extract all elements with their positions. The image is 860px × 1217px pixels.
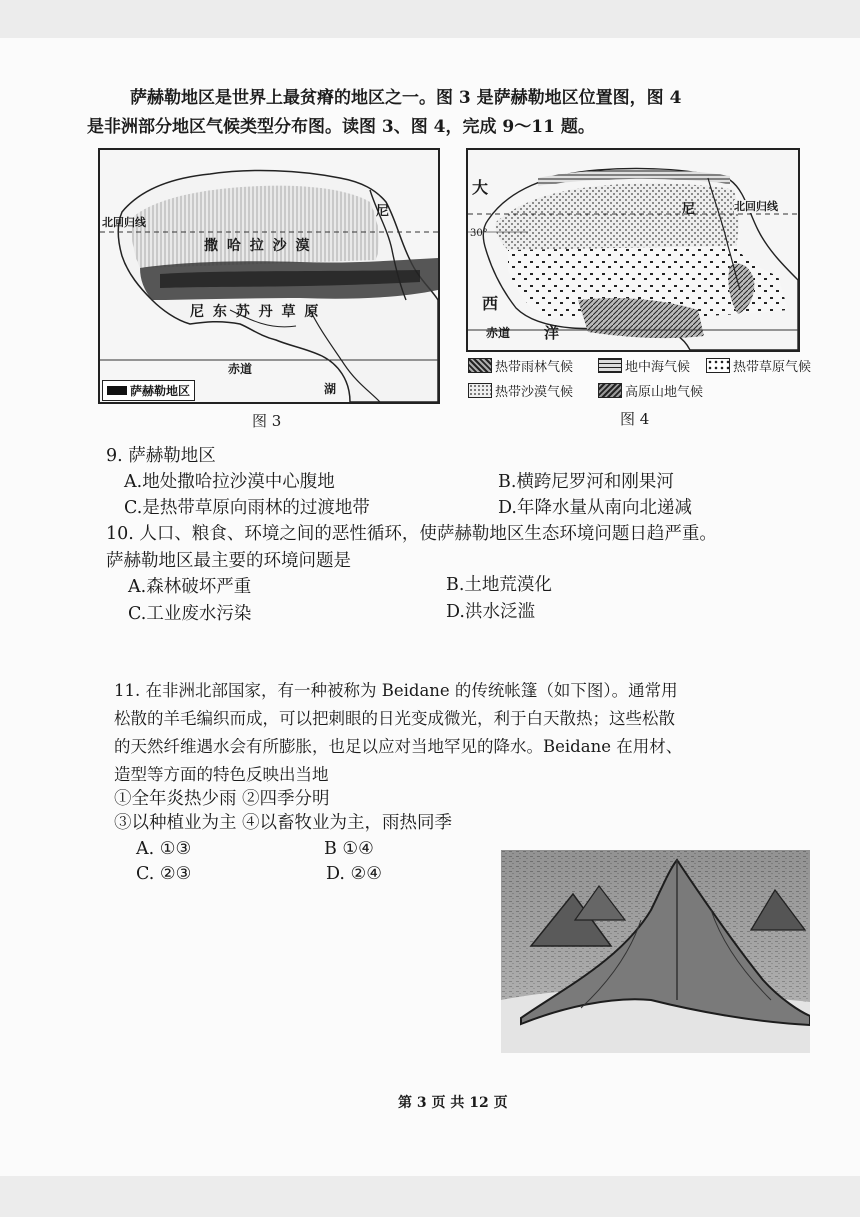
fig3-savanna-label: 尼 东 苏 丹 草 原 [190, 304, 321, 320]
q11-option-d: D. ②④ [326, 864, 382, 884]
q10-option-b: B.土地荒漠化 [446, 575, 552, 595]
tent-photo-graphic [501, 850, 810, 1053]
figure-3-caption: 图 3 [252, 412, 282, 430]
figure-3-sahel-map [98, 148, 440, 404]
mediterranean-swatch [598, 358, 622, 373]
q11-line-3: 的天然纤维遇水会有所膨胀，也足以应对当地罕见的降水。Beidane 在用材、 [114, 737, 683, 756]
fig3-nile-label: 尼 [376, 204, 390, 219]
figure-3-map-graphic [100, 150, 438, 402]
fig3-lake-label: 湖 [324, 382, 337, 396]
q10-option-c: C.工业废水污染 [128, 604, 252, 624]
fig4-tropic-label: 北回归线 [734, 200, 778, 213]
page-number: 第 3 页 共 12 页 [398, 1095, 508, 1111]
q10-option-d: D.洪水泛滥 [446, 602, 535, 622]
legend-rainforest [468, 356, 573, 375]
fig3-sahara-label: 撒 哈 拉 沙 漠 [204, 238, 312, 254]
fig4-lat30-label: 30° [470, 228, 488, 239]
q9-option-d: D.年降水量从南向北递减 [498, 498, 692, 518]
legend-desert [468, 381, 573, 400]
legend-highland [598, 381, 703, 400]
figure-4-map-graphic [468, 150, 798, 350]
q9-option-b: B.横跨尼罗河和刚果河 [498, 472, 674, 492]
fig4-nile-label: 尼 [682, 202, 696, 217]
fig3-equator-label: 赤道 [228, 362, 253, 376]
figure-4-climate-map [466, 148, 800, 352]
q10-stem-line-2: 萨赫勒地区最主要的环境问题是 [106, 551, 351, 571]
rainforest-swatch [468, 358, 492, 373]
legend-savanna [706, 356, 811, 375]
figure-4-caption: 图 4 [620, 410, 650, 428]
q11-options-line-2: ③以种植业为主 ④以畜牧业为主，雨热同季 [114, 813, 453, 833]
fig4-ocean-label: 洋 [544, 324, 560, 342]
intro-line-2: 是非洲部分地区气候类型分布图。读图 3、图 4，完成 9～11 题。 [87, 117, 595, 137]
fig4-equator-label: 赤道 [486, 326, 511, 340]
legend-rainforest-label: 热带雨林气候 [495, 360, 574, 375]
legend-savanna-label: 热带草原气候 [733, 360, 812, 375]
savanna-swatch [706, 358, 730, 373]
beidane-tent-photo [501, 850, 810, 1053]
q11-option-a: A. ①③ [136, 839, 192, 859]
q11-line-1: 11. 在非洲北部国家，有一种被称为 Beidane 的传统帐篷（如下图）。通常用 [114, 681, 678, 700]
q11-option-c: C. ②③ [136, 864, 192, 884]
q11-line-4: 造型等方面的特色反映出当地 [114, 765, 329, 784]
highland-swatch [598, 383, 622, 398]
q10-option-a: A.森林破坏严重 [128, 577, 252, 597]
fig4-ocean-big-label: 大 [472, 178, 489, 197]
fig3-tropic-label: 北回归线 [102, 216, 146, 229]
legend-highland-label: 高原山地气候 [625, 385, 704, 400]
sahel-legend-swatch [107, 386, 127, 395]
q9-option-c: C.是热带草原向雨林的过渡地带 [124, 498, 370, 518]
fig4-west-label: 西 [482, 294, 499, 313]
intro-line-1: 萨赫勒地区是世界上最贫瘠的地区之一。图 3 是萨赫勒地区位置图，图 4 [130, 88, 682, 108]
legend-mediterranean-label: 地中海气候 [625, 360, 691, 375]
q10-stem-line-1: 10. 人口、粮食、环境之间的恶性循环，使萨赫勒地区生态环境问题日趋严重。 [106, 524, 717, 544]
legend-desert-label: 热带沙漠气候 [495, 385, 574, 400]
q9-stem: 9. 萨赫勒地区 [106, 446, 216, 466]
q11-options-line-1: ①全年炎热少雨 ②四季分明 [114, 789, 330, 809]
q9-option-a: A.地处撒哈拉沙漠中心腹地 [124, 472, 335, 492]
q11-line-2: 松散的羊毛编织而成，可以把刺眼的日光变成微光，利于白天散热；这些松散 [114, 709, 675, 728]
legend-mediterranean [598, 356, 690, 375]
desert-swatch [468, 383, 492, 398]
fig3-legend-label: 萨赫勒地区 [130, 384, 191, 398]
q11-option-b: B ①④ [324, 839, 374, 859]
fig3-legend [102, 380, 195, 401]
